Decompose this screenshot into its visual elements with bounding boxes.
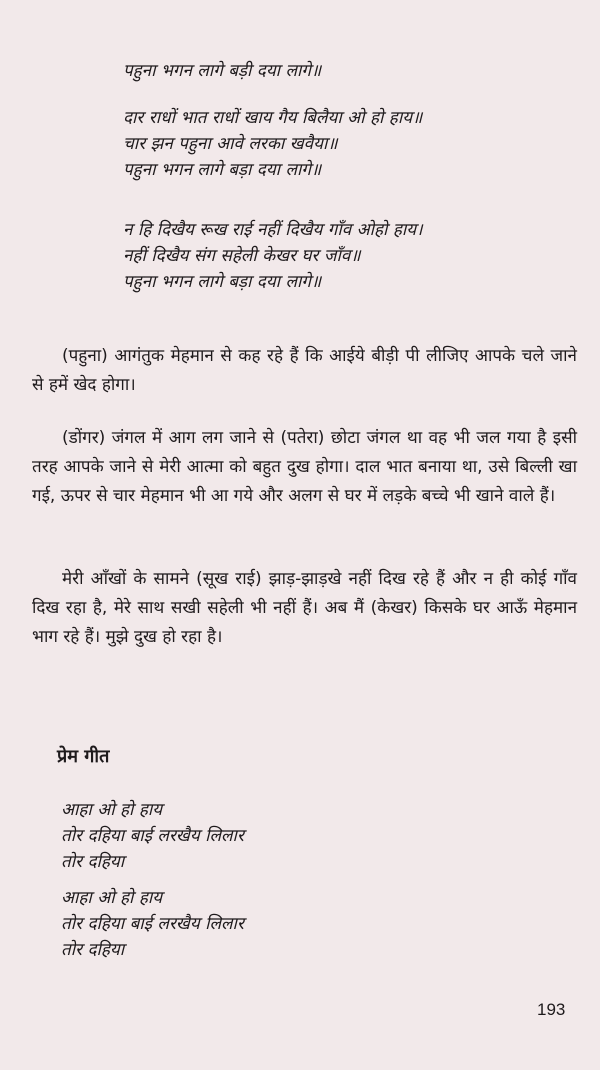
paragraph-text: (पहुना) आगंतुक मेहमान से कह रहे हैं कि आईये बीड़ी पी लीजिए आपके चले जाने से हमें खेद होगा। xyxy=(32,346,577,395)
song-stanza-2 xyxy=(61,885,481,963)
song-line: आहा ओ हो हाय xyxy=(61,888,163,908)
verse-line: नहीं दिखैय संग सहेली केखर घर जाँव॥ xyxy=(123,246,361,266)
song-line: तोर दहिया xyxy=(61,852,125,872)
verse-line: पहुना भगन लागे बड़ी दया लागे॥ xyxy=(123,61,322,81)
section-heading: प्रेम गीत xyxy=(57,746,110,767)
verse-line: दार राधों भात राधों खाय गैय बिलैया ओ हो हाय॥ xyxy=(123,108,423,128)
verse-line: चार झन पहुना आवे लरका खवैया॥ xyxy=(123,134,338,154)
verse-stanza-1 xyxy=(123,58,543,84)
paragraph-text: (डोंगर) जंगल में आग लग जाने से (पतेरा) छोटा जंगल था वह भी जल गया है इसी तरह आपके जाने से मेरी आत्मा को बहुत दुख होगा। दाल भात बनाया था, उसे बिल्ली खा गई, ऊपर से चार मेहमान भी आ गये और अलग से घर में लड़के बच्चे भी खाने वाले हैं। xyxy=(32,428,577,506)
prose-paragraph-1 xyxy=(32,342,577,400)
verse-stanza-2 xyxy=(123,105,543,183)
verse-line: पहुना भगन लागे बड़ा दया लागे॥ xyxy=(123,272,322,292)
prose-paragraph-2 xyxy=(32,424,577,511)
verse-line: पहुना भगन लागे बड़ा दया लागे॥ xyxy=(123,160,322,180)
prose-paragraph-3 xyxy=(32,565,577,652)
song-stanza-1 xyxy=(61,797,481,875)
song-line: तोर दहिया बाई लरखैय लिलार xyxy=(61,914,244,934)
paragraph-text: मेरी आँखों के सामने (सूख राई) झाड़-झाड़खे नहीं दिख रहे हैं और न ही कोई गाँव दिख रहा है, मेरे साथ सखी सहेली भी नहीं हैं। अब मैं (केखर) किसके घर आऊँ मेहमान भाग रहे हैं। मुझे दुख हो रहा है। xyxy=(32,569,577,647)
page-number: 193 xyxy=(537,1000,566,1019)
song-line: आहा ओ हो हाय xyxy=(61,800,163,820)
verse-line: न हि दिखैय रूख राई नहीं दिखैय गाँव ओहो हाय। xyxy=(123,220,423,240)
song-line: तोर दहिया बाई लरखैय लिलार xyxy=(61,826,244,846)
song-line: तोर दहिया xyxy=(61,940,125,960)
verse-stanza-3 xyxy=(123,217,543,295)
